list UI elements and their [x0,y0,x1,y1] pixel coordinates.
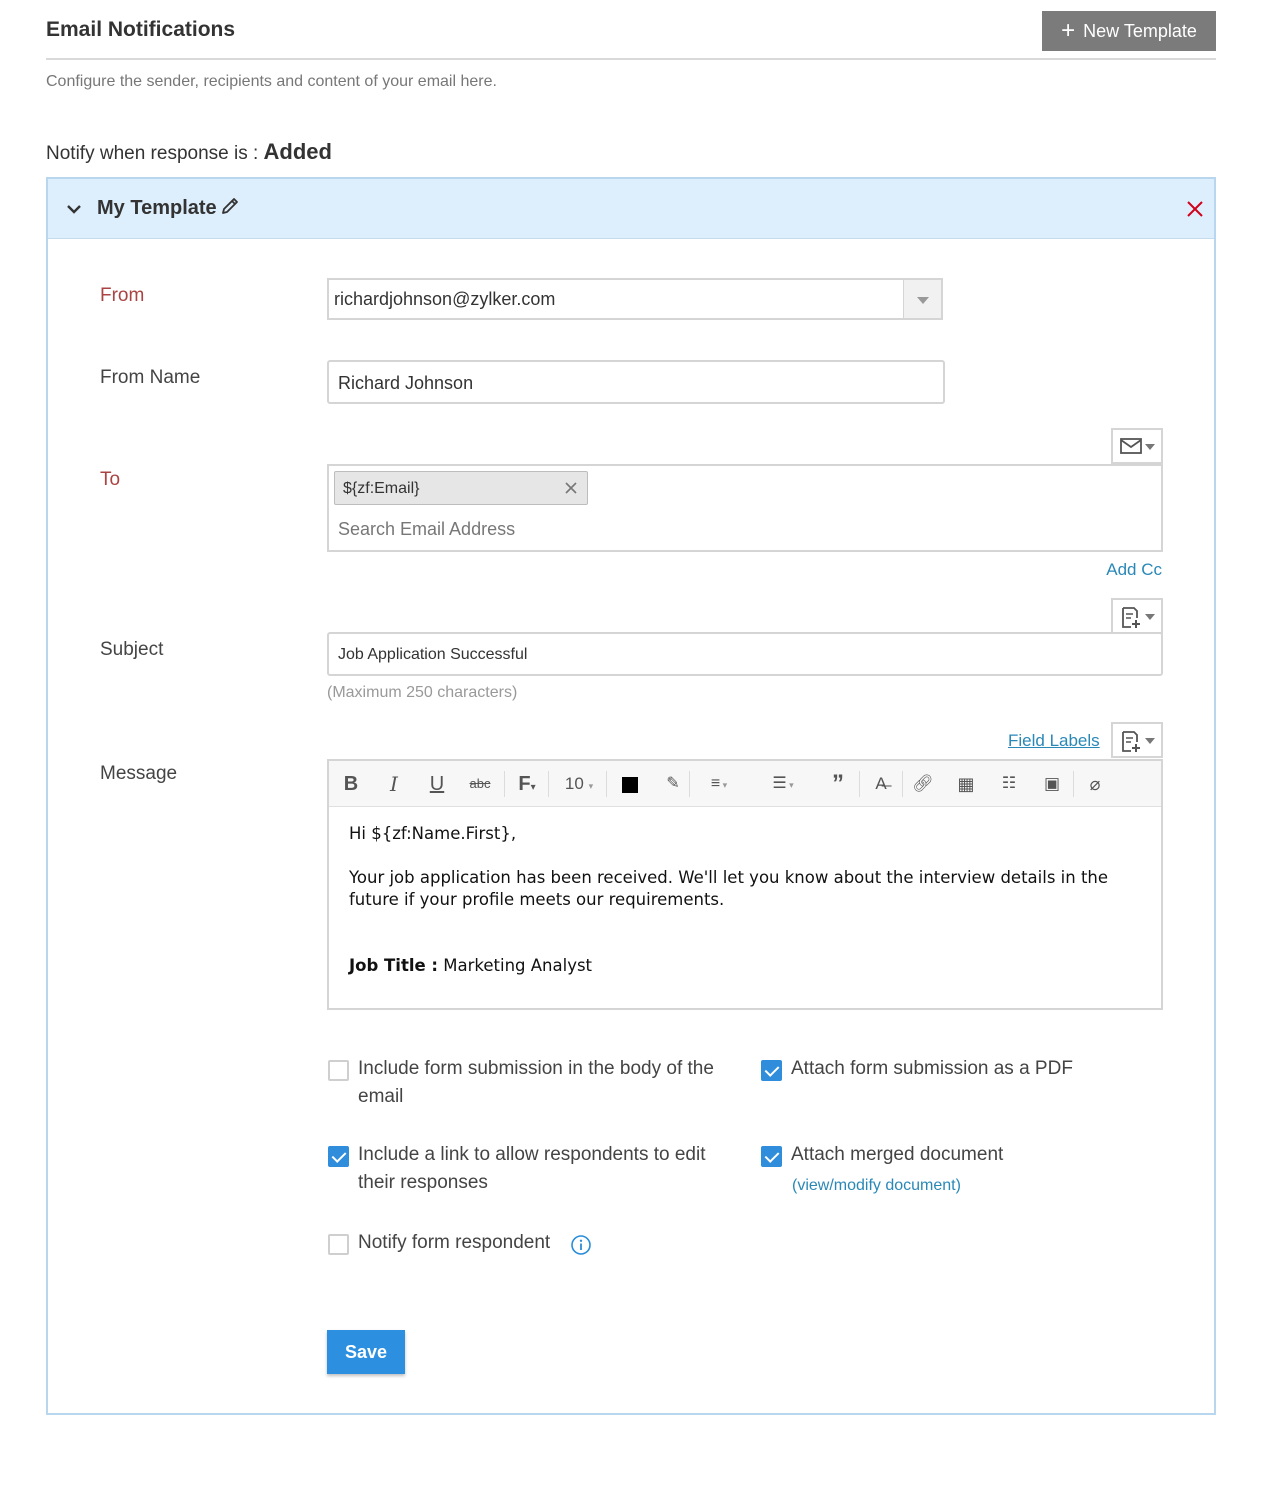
highlight-icon[interactable]: ✎ [666,775,680,792]
link-icon[interactable]: 🔗︎ [912,774,934,793]
caret-down-icon [1145,444,1155,450]
image-icon[interactable]: ▣ [1043,774,1061,793]
from-select[interactable] [327,278,943,320]
editor-content[interactable] [349,823,1139,977]
chevron-down-icon[interactable] [66,201,82,217]
toolbar-divider [548,771,549,797]
text-color-icon[interactable] [618,772,642,796]
template-header[interactable] [48,179,1214,239]
page-header [46,0,1216,60]
subject-insert-field-button[interactable] [1111,598,1163,634]
subject-hint: (Maximum 250 characters) [327,684,518,701]
caret-down-icon [1145,738,1155,744]
to-recipients-field[interactable] [327,464,1163,552]
font-size-value: 10 [564,774,584,793]
template-panel [46,177,1216,1415]
notify-prefix: Notify when response is : [46,143,259,164]
toolbar-divider [1073,771,1074,797]
attach-pdf-checkbox[interactable] [761,1060,782,1081]
notify-respondent-checkbox[interactable] [328,1234,349,1255]
insert-field-icon [1119,730,1143,754]
dropdown-arrow-icon[interactable] [903,280,941,318]
quote-icon[interactable]: ” [832,770,844,797]
indent-icon[interactable]: ☷ [1001,775,1017,792]
from-name-value: Richard Johnson [338,373,474,393]
new-template-label: New Template [1083,20,1197,41]
merged-doc-label: Attach merged document [791,1144,1004,1165]
attachment-icon[interactable]: ⌀ [1089,774,1101,794]
editor-toolbar [329,761,1161,807]
notify-value: Added [263,139,332,164]
clear-format-icon[interactable]: A̶ [875,774,887,793]
table-icon[interactable]: ▦ [957,774,975,794]
caret-down-icon [1145,614,1155,620]
info-icon[interactable] [570,1234,592,1256]
close-icon[interactable] [1185,199,1205,219]
template-name: My Template [97,197,217,219]
from-value: richardjohnson@zylker.com [334,289,556,309]
toolbar-divider [902,771,903,797]
body-paragraph: Your job application has been received. We'll let you know about the interview details in the future if your profile meets our requirements. [349,868,1109,909]
page-description: Configure the sender, recipients and content of your email here. [46,73,497,90]
job-title-value: Marketing Analyst [443,956,593,975]
font-size-select[interactable]: 10 ▾ [564,774,594,793]
notify-respondent-label: Notify form respondent [358,1232,551,1253]
email-insert-button[interactable] [1111,428,1163,464]
bold-icon[interactable]: B [343,773,359,795]
underline-icon[interactable]: U [429,773,445,795]
pencil-icon[interactable] [220,196,240,216]
subject-input[interactable] [327,632,1163,676]
recipient-chip [334,471,588,505]
list-icon[interactable]: ☰ ▾ [772,775,794,792]
italic-icon[interactable]: I [390,772,398,796]
font-family-icon[interactable]: F▾ [518,773,536,795]
notify-trigger [46,139,332,165]
new-template-button[interactable] [1042,11,1216,51]
view-modify-document-link[interactable]: (view/modify document) [792,1177,961,1194]
align-icon[interactable]: ≡ ▾ [710,775,728,792]
add-cc-link[interactable]: Add Cc [1106,560,1162,579]
envelope-icon [1119,436,1143,456]
toolbar-divider [606,771,607,797]
from-label: From [100,285,145,306]
message-editor[interactable] [327,759,1163,1010]
remove-chip-icon[interactable] [564,481,578,495]
field-labels-link[interactable]: Field Labels [1008,731,1100,750]
insert-field-icon [1119,606,1143,630]
message-label: Message [100,763,178,784]
from-name-label: From Name [100,367,201,388]
subject-label: Subject [100,639,164,660]
plus-icon: + [1061,17,1076,44]
recipient-chip-label: ${zf:Email} [343,480,420,497]
from-name-input[interactable] [327,360,945,404]
attach-pdf-label: Attach form submission as a PDF [791,1058,1073,1079]
subject-value: Job Application Successful [338,646,528,663]
save-button[interactable]: Save [327,1330,405,1374]
search-email-input[interactable]: Search Email Address [338,519,516,539]
job-title-label: Job Title : [349,956,439,975]
to-label: To [100,469,121,490]
job-title-line [349,955,1139,977]
message-insert-field-button[interactable] [1111,722,1163,758]
toolbar-divider [504,771,505,797]
include-body-label: Include form submission in the body of the email [358,1058,714,1107]
strikethrough-icon[interactable]: abc [469,776,491,791]
greeting-line: Hi ${zf:Name.First}, [349,824,517,843]
edit-link-label: Include a link to allow respondents to edit their responses [358,1144,706,1193]
edit-link-checkbox[interactable] [328,1146,349,1167]
toolbar-divider [859,771,860,797]
page-title: Email Notifications [46,18,236,41]
include-body-checkbox[interactable] [328,1060,349,1081]
toolbar-divider [689,771,690,797]
merged-doc-checkbox[interactable] [761,1146,782,1167]
